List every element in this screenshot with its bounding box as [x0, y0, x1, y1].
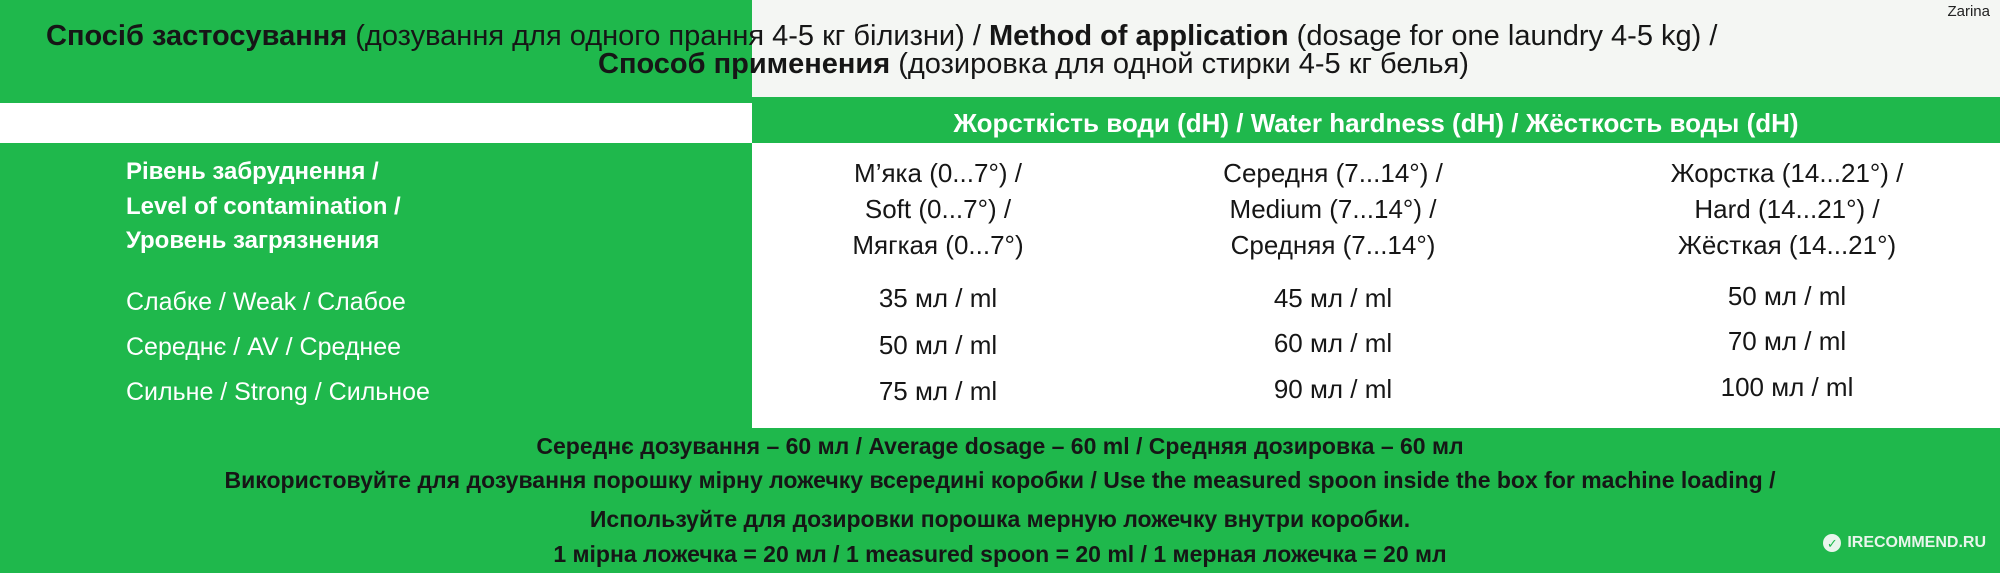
heading-title-ru: Способ применения — [598, 48, 891, 80]
heading-title-uk: Спосіб застосування — [46, 20, 348, 52]
contamination-header-ru: Уровень загрязнения — [126, 227, 380, 254]
thumbs-up-icon: ✓ — [1823, 534, 1841, 552]
column-medium-uk: Середня (7...14°) / — [1223, 158, 1443, 188]
average-dosage-text: Середнє дозування – 60 мл / Average dosage – 60 ml / Средняя дозировка – 60 мл — [536, 433, 1464, 459]
column-medium-en: Medium (7...14°) / — [1229, 194, 1437, 224]
column-hard-ru: Жёсткая (14...21°) — [1677, 230, 1897, 260]
water-hardness-title — [0, 110, 2000, 136]
column-medium-ru: Средняя (7...14°) — [1230, 230, 1436, 260]
heading-line-1 — [46, 22, 1717, 51]
column-hard-uk: Жорстка (14...21°) / — [1670, 158, 1904, 188]
cell-weak-soft: 35 мл / ml — [878, 283, 998, 313]
water-hardness-title-text: Жорсткість води (dH) / Water hardness (dH) / Жёсткость воды (dH) — [953, 108, 1799, 138]
column-hard-en: Hard (14...21°) / — [1694, 194, 1880, 224]
contamination-header-uk: Рівень забруднення / — [126, 158, 379, 185]
spoon-instruction-line-3: 1 мірна ложечка = 20 мл / 1 measured spoon = 20 ml / 1 мерная ложечка = 20 мл — [553, 541, 1447, 567]
user-watermark: Zarina — [1947, 3, 1990, 20]
spoon-instruction-line-2: Используйте для дозировки порошка мерную ложечку внутри коробки. — [589, 506, 1411, 532]
cell-strong-soft: 75 мл / ml — [878, 376, 998, 406]
heading-title-en: Method of application — [988, 20, 1289, 52]
heading-detail-ru: (дозировка для одной стирки 4-5 кг белья) — [898, 48, 1469, 80]
row-label-average: Середнє / AV / Среднее — [126, 333, 402, 361]
recommend-watermark-text: IRECOMMEND.RU — [1847, 534, 1986, 551]
contamination-header-en: Level of contamination / — [126, 193, 401, 220]
cell-average-soft: 50 мл / ml — [878, 330, 998, 360]
cell-weak-medium: 45 мл / ml — [1273, 283, 1393, 313]
column-soft-uk: М’яка (0...7°) / — [854, 158, 1022, 188]
cell-strong-hard: 100 мл / ml — [1720, 372, 1854, 402]
row-label-strong: Сильне / Strong / Сильное — [126, 378, 430, 406]
column-soft-ru: Мягкая (0...7°) — [852, 230, 1024, 260]
cell-strong-medium: 90 мл / ml — [1273, 374, 1393, 404]
cell-average-medium: 60 мл / ml — [1273, 328, 1393, 358]
cell-weak-hard: 50 мл / ml — [1727, 281, 1847, 311]
cell-average-hard: 70 мл / ml — [1727, 326, 1847, 356]
row-label-weak: Слабке / Weak / Слабое — [126, 288, 406, 316]
recommend-watermark — [1823, 534, 1986, 552]
spoon-instruction-line-1: Використовуйте для дозування порошку мірну ложечку всередині коробки / Use the measured spoon inside the box for machine loading / — [224, 467, 1776, 493]
heading-line-2 — [598, 50, 1469, 79]
column-soft-en: Soft (0...7°) / — [864, 194, 1012, 224]
heading-detail-en: (dosage for one laundry 4-5 kg) / — [1296, 20, 1718, 52]
heading-detail-uk: (дозування для одного прання 4-5 кг білизни) / — [355, 20, 981, 52]
